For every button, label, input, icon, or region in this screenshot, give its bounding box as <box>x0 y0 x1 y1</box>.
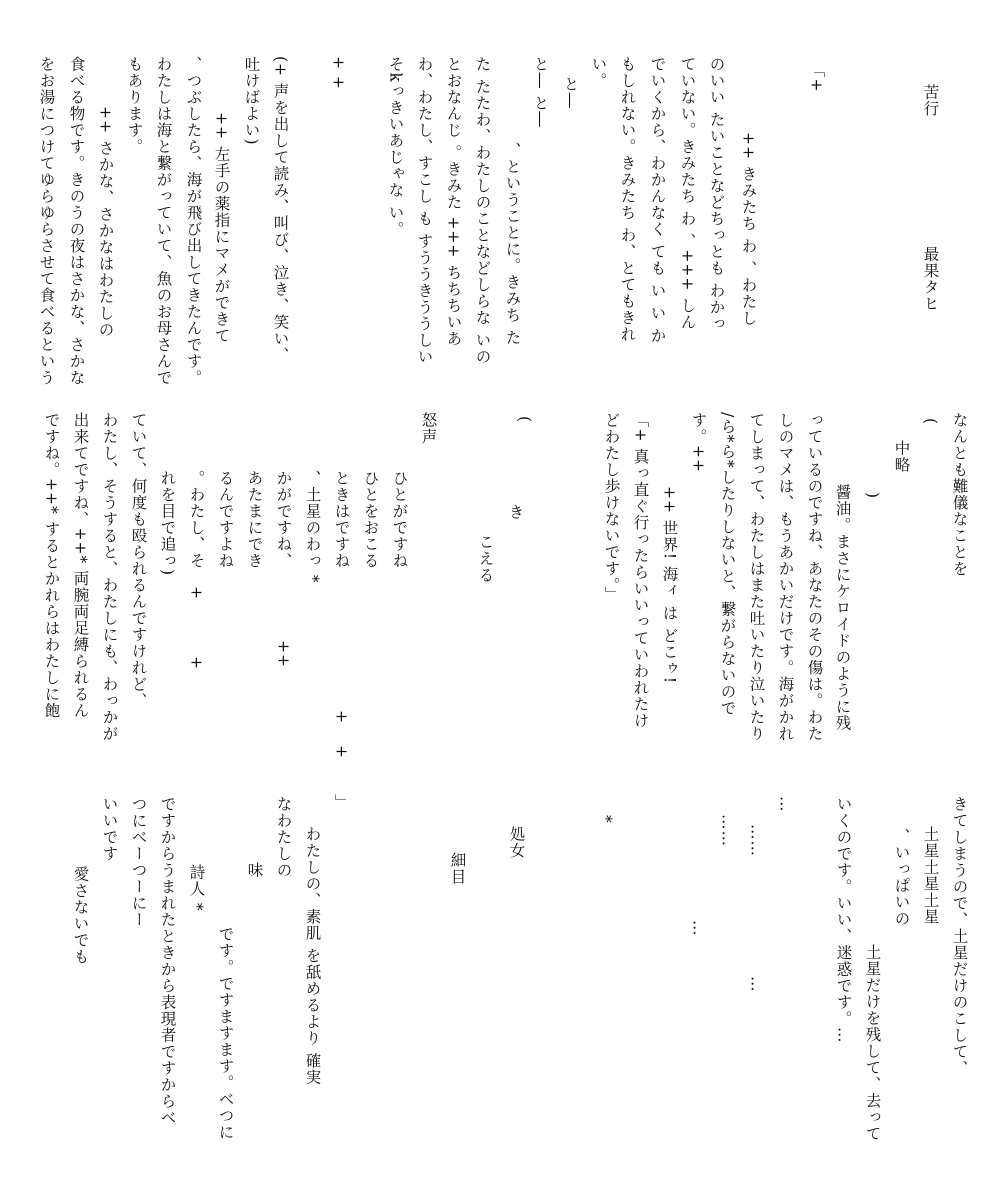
text-column: どわたし歩けないです。」 <box>602 412 621 603</box>
text-column: とおなんじ 。きみた +++ ちちちいあ <box>444 56 463 347</box>
text-column: いくのです。いい、迷惑です。… <box>834 796 853 1044</box>
text-column: ++ <box>274 640 293 668</box>
text-column: わたし、そうすると、わたしにも、わっかが <box>100 412 119 742</box>
text-column: 愛さないでも <box>71 866 90 965</box>
text-column: なんとも難儀なことを <box>950 412 969 577</box>
text-column: です。ですますます。べつに <box>216 926 235 1141</box>
text-column: 味 <box>245 862 264 879</box>
text-column: 醤油。まさにケロイドのように残 <box>833 484 852 732</box>
text-column: 吐けばよい) <box>242 56 261 146</box>
text-column: * <box>596 815 615 824</box>
text-column: 、いっぱいの <box>892 828 911 927</box>
text-column: (+ 声を出して読み、叫び、泣き、笑い、 <box>271 56 290 364</box>
text-column: ++ 世界! 海ィ は どこゥ! <box>660 486 679 685</box>
text-column: でいくから、わかんなく ても い い か <box>648 56 667 344</box>
text-column: た たたわ、わたしのことなどしらな いの <box>473 56 492 365</box>
text-column: い。 <box>589 56 608 89</box>
text-column: ( <box>515 416 534 424</box>
text-column: ていて、何度も殴られるんですけれど、 <box>129 412 148 709</box>
text-column: てしまって、わたしはまた吐いたり泣いたり <box>747 412 766 742</box>
text-column: っているのですね、あなたのその傷は。わた <box>805 412 824 742</box>
text-column: 土星土星土星 <box>921 826 940 925</box>
text-column: + <box>187 586 206 600</box>
text-column: なわたしの <box>274 796 293 879</box>
text-column: … <box>689 920 708 937</box>
text-column: 詩人 * <box>187 864 206 912</box>
text-column: れを目で追っ) <box>158 470 177 577</box>
text-column: 処女 <box>507 826 526 859</box>
text-column: ひとをおこる <box>361 470 380 569</box>
text-column: わたしの、素肌 を舐めるより 確実 <box>303 826 322 1086</box>
text-column: るんですよね <box>216 470 235 569</box>
text-column: 、ということに。きみち た <box>503 142 522 346</box>
text-column: と― <box>561 76 580 109</box>
text-column: 、つぶしたら、海が飛び出してきたんです。 <box>184 56 203 386</box>
text-column: … <box>776 796 795 813</box>
text-column: かがですね、 <box>274 470 293 569</box>
text-column: + <box>187 656 206 670</box>
poem-title: 苦行 <box>921 84 940 117</box>
text-column: きてしまうので、土星だけのこして、 <box>950 796 969 1077</box>
text-column: + <box>332 710 351 724</box>
text-column: + + <box>329 56 348 90</box>
text-column: ) <box>863 492 882 500</box>
text-column: ですからうまれたときから表現者ですからべ <box>158 796 177 1126</box>
text-column: ひとがですね <box>390 470 409 569</box>
text-column: ++ きみたち わ 、わたし <box>739 132 758 327</box>
text-column: もあります。 <box>125 56 144 155</box>
text-column: もしれない。きみたち わ、とてもきれ <box>618 56 637 343</box>
text-column: あたまにでき <box>245 470 264 569</box>
text-column: す。++ <box>689 412 708 473</box>
text-column: ++ 左手の薬指にマメができて <box>212 112 231 344</box>
text-column: ++ さかな、さかなはわたしの <box>96 106 115 338</box>
text-column: 怒声 <box>419 412 438 445</box>
text-column: …… <box>718 814 737 847</box>
text-column: 細目 <box>448 852 467 885</box>
text-column: ( <box>921 418 940 426</box>
text-column: いいです <box>100 796 119 862</box>
poem-author: 最果タヒ <box>921 246 940 312</box>
text-column: 。わたし、そ <box>187 470 206 569</box>
text-column: ときはですね <box>332 470 351 569</box>
text-column: 」 <box>332 794 351 811</box>
text-column: 食べる物です。きのうの夜はさかな、さかな <box>67 56 86 386</box>
text-column: と― と― <box>531 56 550 128</box>
text-column: 土星だけを残して、去って <box>863 944 882 1142</box>
text-column: … <box>747 976 766 993</box>
text-column: /ら*ら*したりしないと、繋がらないので <box>718 412 737 717</box>
text-column: のいい たいことなどちっとも わかっ <box>707 56 726 332</box>
text-column: + <box>332 745 351 759</box>
text-column: 出来てですね、++* 両腕両足縛られるん <box>71 412 90 719</box>
text-column: をお湯につけてゆらゆらさせて食べるという <box>37 56 56 386</box>
text-column: き <box>506 504 525 521</box>
text-column: こえる <box>476 534 495 584</box>
text-column: ですね。++* するとかれらはわたしに飽 <box>42 412 61 719</box>
text-column: 「+ <box>807 62 826 93</box>
text-column: …… <box>747 824 766 857</box>
text-column: わたしは海と繋がっていて、魚のお母さんで <box>154 56 173 386</box>
text-column: 、土星のわっ * <box>303 470 322 584</box>
text-column: わ、わたし、すこし も すううきううしい <box>415 56 434 365</box>
text-column: ていない。きみたち わ 、+++ しん <box>678 56 697 331</box>
text-column: 「+ 真っ直ぐ行ったらいいっていわれたけ <box>631 412 650 729</box>
text-column: つにべーつーにー <box>129 796 148 928</box>
text-column: そkっきいあじゃな い。 <box>386 56 405 238</box>
text-column: しのマメは、もうあかいだけです。海がかれ <box>776 412 795 742</box>
text-column: 中略 <box>892 440 911 473</box>
